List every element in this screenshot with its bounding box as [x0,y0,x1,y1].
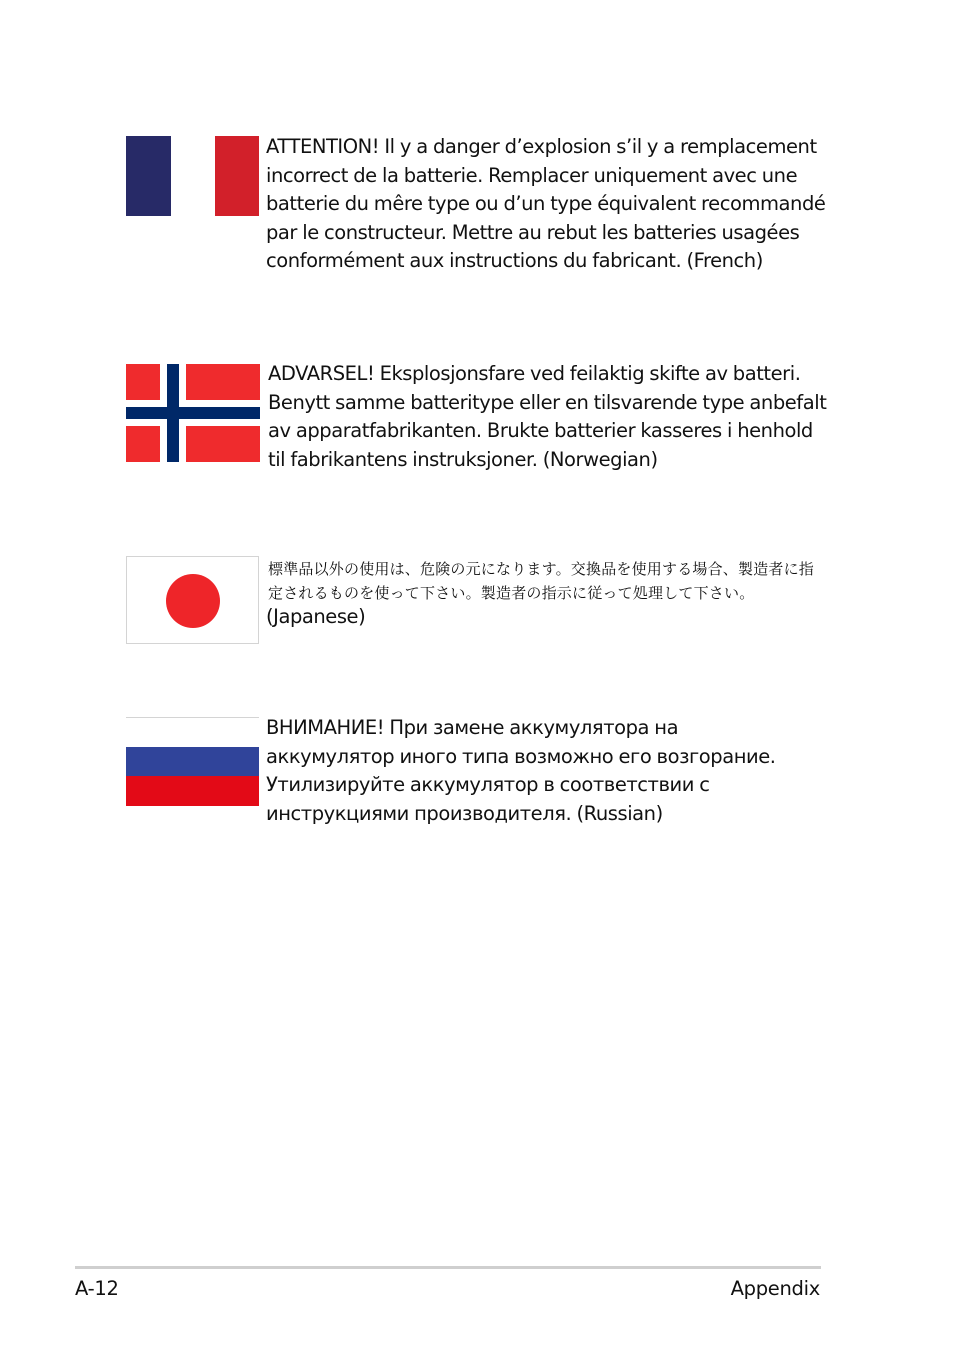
japan-flag-icon [126,556,259,644]
footer-divider [75,1266,821,1269]
norwegian-warning-text: ADVARSEL! Eksplosjonsfare ved feilaktig skifte av batteri. Benytt samme batteritype eller en tilsvarende type anbefalt av apparatfabrikanten. Brukte batterier kasseres i henhold til fabrikantens instruksjoner. (Norwegian) [268,362,827,471]
france-flag-icon [126,136,259,216]
french-warning-text: ATTENTION! Il y a danger d’explosion s’il y a remplacement incorrect de la batterie. Remplacer uniquement avec une batterie du mêre type ou d’un type équivalent recommandé par le constructeur. Mettre au rebut les batteries usagées conformément aux instructions du fabricant. (French) [266,135,826,273]
footer-section-title: Appendix [730,1277,820,1300]
russia-flag-icon [126,717,259,806]
page-number: A-12 [75,1277,119,1300]
norway-flag-icon [126,364,260,462]
japanese-warning-text: 標準品以外の使用は、危険の元になります。交換品を使用する場合、製造者に指定されるものを使って下さい。製造者の指示に従って処理して下さい。 [268,560,815,602]
japanese-language-note: (Japanese) [266,605,366,628]
russian-warning-text: ВНИМАНИЕ! При замене аккумулятора на аккумулятор иного типа возможно его возгорание. Утилизируйте аккумулятор в соответствии с инструкциями производителя. (Russian) [266,716,776,825]
